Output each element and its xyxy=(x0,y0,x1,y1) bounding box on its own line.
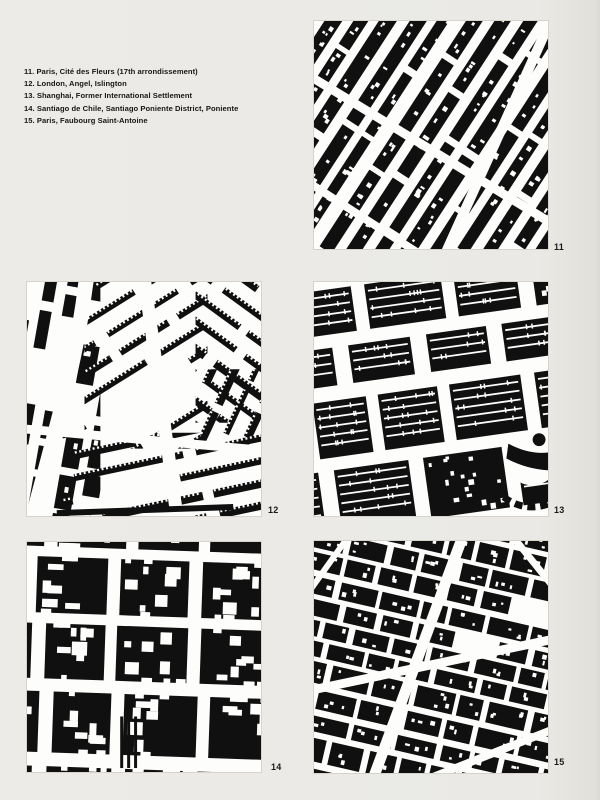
figure-number-label-14: 14 xyxy=(271,762,282,772)
caption-line-13: 13. Shanghai, Former International Settlement xyxy=(24,91,193,101)
figure-ground-map-13-shanghai-international-settlement xyxy=(313,281,549,517)
map-drawing-14 xyxy=(27,542,261,772)
figure-number-label-11: 11 xyxy=(554,242,564,252)
figure-ground-map-15-paris-faubourg-saint-antoine xyxy=(313,540,549,774)
caption-line-15: 15. Paris, Faubourg Saint-Antoine xyxy=(24,115,148,125)
figure-number-label-15: 15 xyxy=(554,757,565,767)
figure-caption-list xyxy=(24,66,324,127)
figure-number-label-13: 13 xyxy=(554,505,565,515)
figure-number-label-12: 12 xyxy=(268,505,279,515)
caption-line-14: 14. Santiago de Chile, Santiago Poniente District, Poniente xyxy=(24,103,239,113)
map-drawing-13 xyxy=(314,282,548,516)
map-drawing-11 xyxy=(314,21,548,249)
caption-line-12: 12. London, Angel, Islington xyxy=(24,79,127,89)
figure-ground-map-11-paris-cite-des-fleurs xyxy=(313,20,549,250)
map-drawing-12 xyxy=(27,282,261,516)
map-drawing-15 xyxy=(314,541,548,773)
figure-ground-map-12-london-angel-islington xyxy=(26,281,262,517)
figure-ground-map-14-santiago-poniente xyxy=(26,541,262,773)
caption-line-11: 11. Paris, Cité des Fleurs (17th arrondissement) xyxy=(24,67,198,76)
